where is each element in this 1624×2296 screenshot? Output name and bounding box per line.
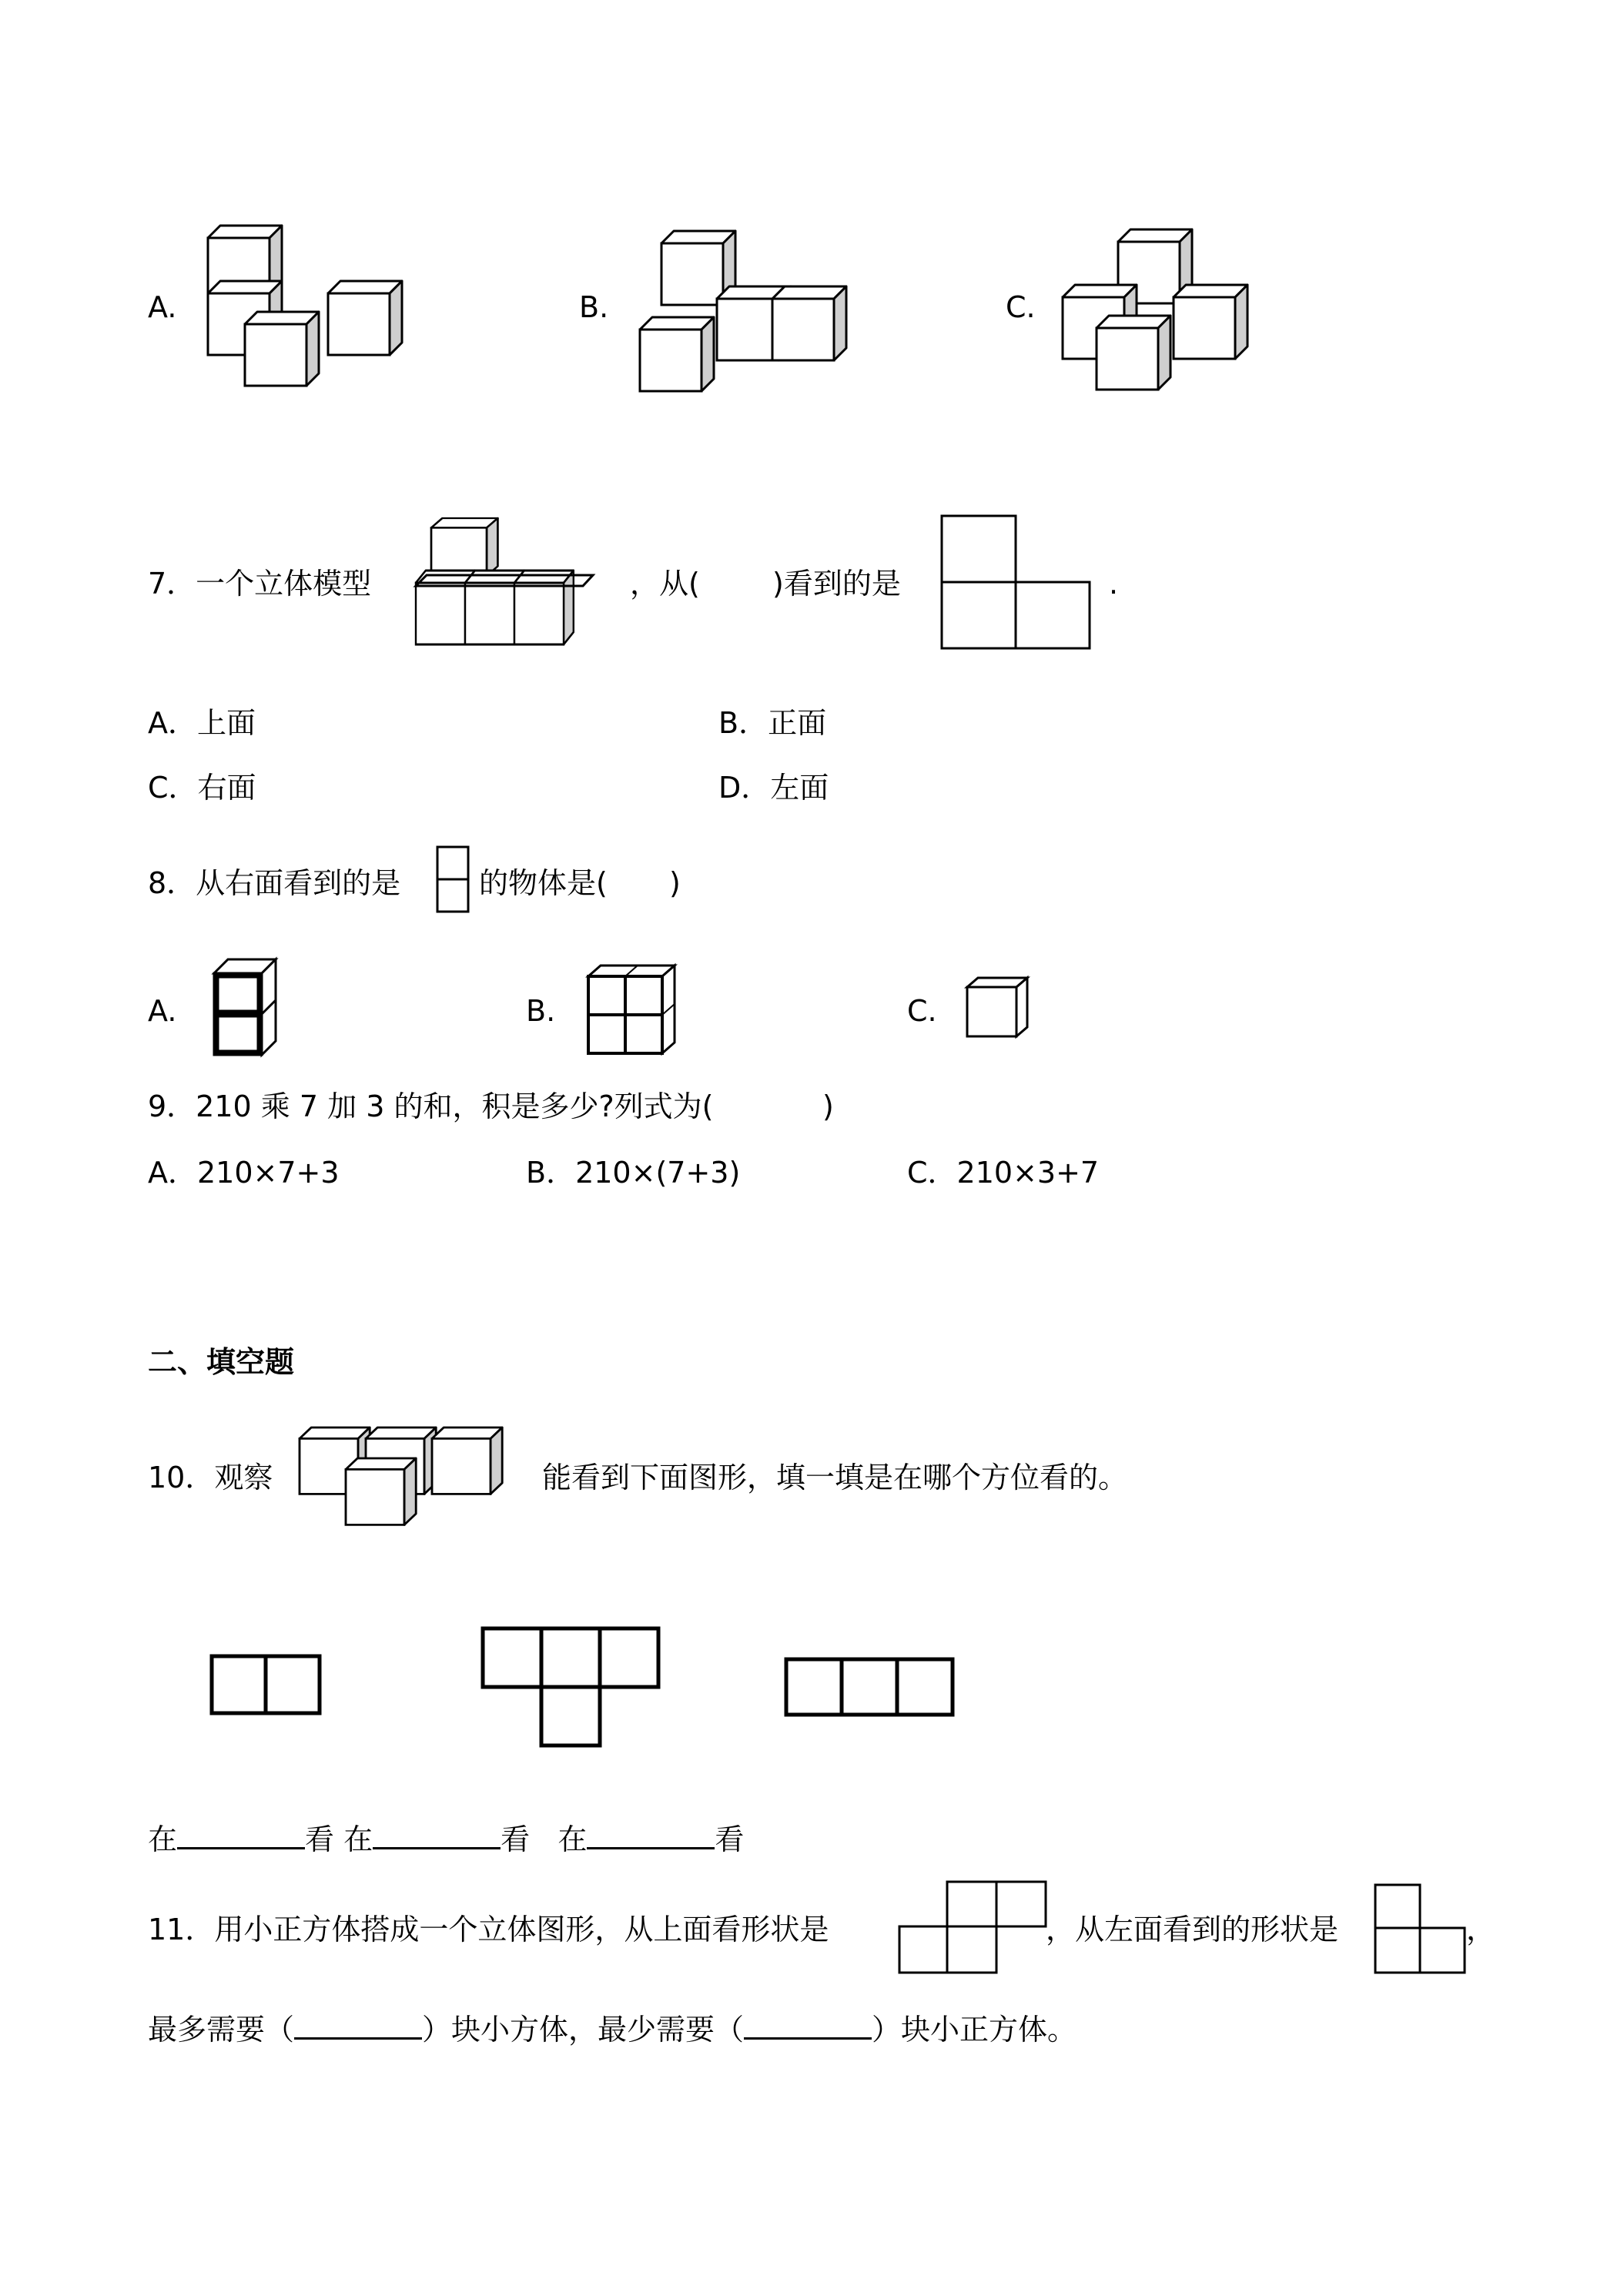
q11-text-b: ，从左面看到的形状是 (1046, 1913, 1339, 1946)
q6-option-a-label: A. (148, 290, 177, 324)
section-title: 二、填空题 (148, 1345, 295, 1379)
q7-model-figure (416, 518, 601, 655)
q8-option-a-figure (209, 956, 279, 1061)
q8-text-c: ) (669, 866, 681, 900)
q10-view-3-figure (784, 1657, 958, 1719)
q10-label-3: 在 (558, 1822, 588, 1856)
q8-text-b: 的物体是( (479, 866, 608, 900)
q9-option-c[interactable]: C．210×3+7 (907, 1156, 1100, 1190)
q8-option-c-label[interactable]: C. (907, 994, 937, 1028)
q11-text-a: 11．用小正方体搭成一个立体图形，从上面看形状是 (148, 1913, 829, 1946)
q10-text-a: 10．观察 (148, 1461, 273, 1494)
q7-text-c: )看到的是 (772, 567, 901, 601)
q11-line2-b: ）块小方体，最少需要（ (422, 2013, 745, 2047)
q9-text: 9．210 乘 7 加 3 的和，积是多少?列式为( (148, 1089, 714, 1123)
q10-blank-3[interactable] (587, 1821, 715, 1849)
q8-text-a: 8．从右面看到的是 (148, 866, 401, 900)
q6-option-c-label: C. (1006, 290, 1036, 324)
q10-model-figure (296, 1424, 527, 1545)
q9-option-a[interactable]: A．210×7+3 (148, 1156, 340, 1190)
q10-blank-1[interactable] (177, 1821, 305, 1849)
q6-option-a-figure (204, 222, 420, 393)
q10-answer-row (148, 1821, 744, 1854)
q10-label-2: 在 (343, 1822, 373, 1856)
q11-text-c: ， (1466, 1913, 1496, 1946)
q9-option-b[interactable]: B．210×(7+3) (526, 1156, 741, 1190)
q7-view-figure (940, 514, 1094, 651)
q7-option-a[interactable]: A．上面 (148, 706, 256, 740)
q6-option-b-figure (636, 227, 859, 390)
q10-label-2b: 看 (501, 1822, 531, 1856)
q6-option-c-figure (1059, 226, 1267, 389)
q7-option-d[interactable]: D．左面 (718, 771, 829, 805)
q8-option-b-label[interactable]: B. (526, 994, 556, 1028)
q8-right-view-figure (436, 845, 471, 915)
q11-left-view-figure (1374, 1883, 1468, 1976)
q10-view-1-figure (209, 1654, 323, 1717)
q7-option-b[interactable]: B．正面 (718, 706, 827, 740)
q7-text-a: 7．一个立体模型 (148, 567, 372, 601)
q7-text-b: ，从( (630, 567, 700, 601)
q10-blank-2[interactable] (373, 1821, 501, 1849)
q11-line-2 (148, 2011, 1077, 2047)
q10-view-2-figure (481, 1626, 662, 1749)
q8-option-c-figure (964, 975, 1030, 1041)
q10-text-b: 能看到下面图形，填一填是在哪个方位看的。 (542, 1461, 1128, 1494)
q8-option-a-label[interactable]: A. (148, 994, 177, 1028)
q6-option-b-label: B. (579, 290, 609, 324)
q10-label-1b: 看 (305, 1822, 335, 1856)
q7-option-c[interactable]: C．右面 (148, 771, 256, 805)
q11-blank-min[interactable] (744, 2011, 872, 2040)
q11-line2-a: 最多需要（ (148, 2013, 295, 2047)
q10-label-1: 在 (148, 1822, 178, 1856)
q11-line2-c: ）块小正方体。 (872, 2013, 1077, 2047)
q11-top-view-figure (898, 1880, 1049, 1976)
q8-option-b-figure (585, 962, 678, 1058)
q10-label-3b: 看 (715, 1822, 745, 1856)
q11-blank-max[interactable] (294, 2011, 422, 2040)
q9-text-close: ) (822, 1089, 834, 1123)
q7-text-d: . (1109, 567, 1119, 601)
